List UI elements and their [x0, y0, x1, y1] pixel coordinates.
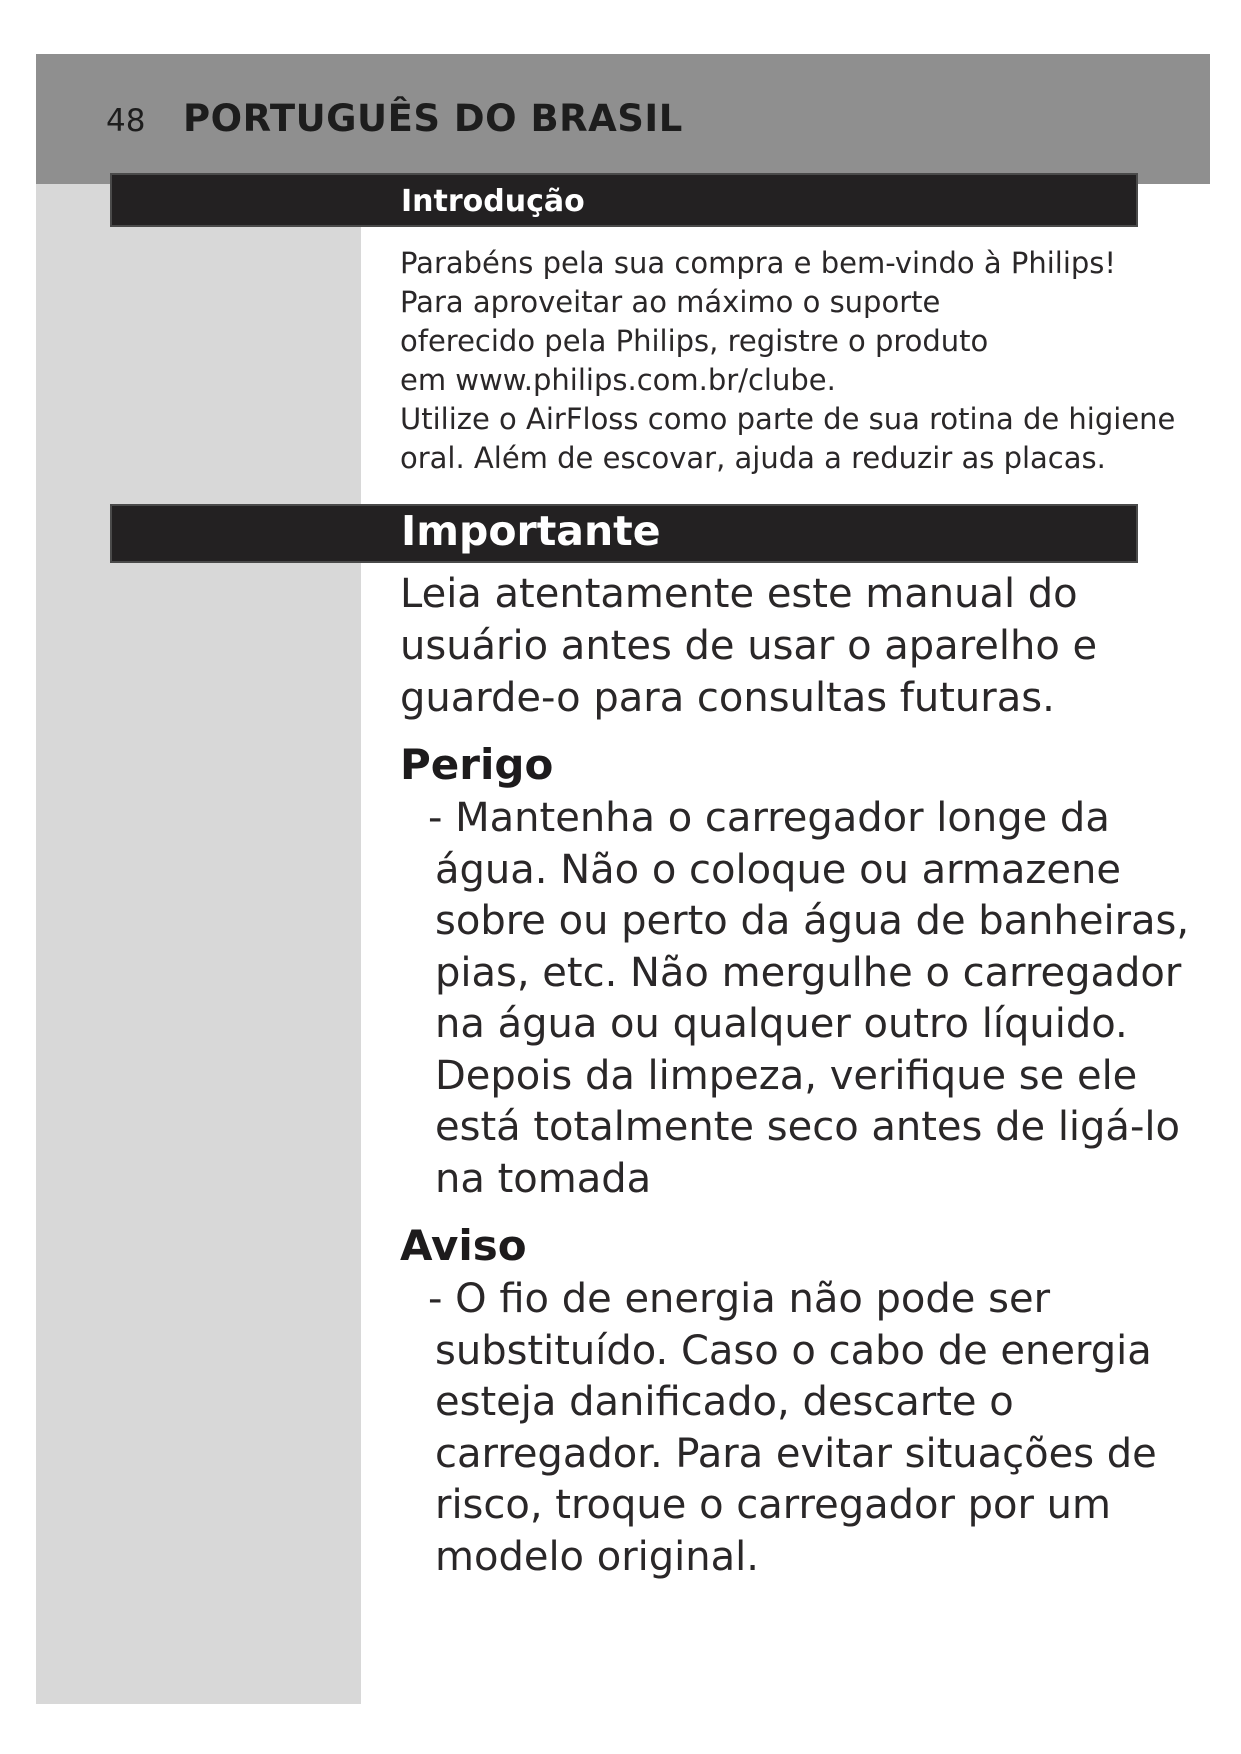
section-bar-importante — [110, 504, 1138, 563]
section-title-importante: Importante — [401, 507, 661, 555]
perigo-line: sobre ou perto da água de banheiras, — [435, 898, 1190, 944]
intro-line: em www.philips.com.br/clube. — [400, 363, 836, 397]
subheading-aviso: Aviso — [400, 1221, 527, 1270]
aviso-line: risco, troque o carregador por um — [435, 1482, 1111, 1528]
perigo-line: Depois da limpeza, verifique se ele — [435, 1052, 1138, 1099]
intro-line: Utilize o AirFloss como parte de sua rotina de higiene — [400, 402, 1176, 436]
page-number: 48 — [106, 103, 146, 139]
perigo-line: na água ou qualquer outro líquido. — [435, 1001, 1128, 1047]
lead-line: guarde-o para consultas futuras. — [400, 675, 1055, 721]
intro-line: oferecido pela Philips, registre o produto — [400, 324, 989, 358]
perigo-line: água. Não o coloque ou armazene — [435, 846, 1121, 893]
perigo-line: - Mantenha o carregador longe da — [428, 795, 1110, 841]
intro-line: oral. Além de escovar, ajuda a reduzir as placas. — [400, 441, 1106, 475]
perigo-line: na tomada — [435, 1155, 652, 1202]
subheading-perigo: Perigo — [400, 740, 554, 789]
intro-line: Para aproveitar ao máximo o suporte — [400, 285, 941, 319]
aviso-line: esteja danificado, descarte o — [435, 1379, 1014, 1425]
section-title-introducao: Introdução — [401, 184, 585, 219]
left-margin-column — [36, 54, 361, 1704]
aviso-line: carregador. Para evitar situações de — [435, 1430, 1157, 1477]
section-bar-introducao — [110, 173, 1138, 227]
aviso-line: substituído. Caso o cabo de energia — [435, 1327, 1152, 1374]
lead-line: usuário antes de usar o aparelho e — [400, 623, 1098, 669]
aviso-line: - O fio de energia não pode ser — [428, 1276, 1051, 1322]
lead-line: Leia atentamente este manual do — [400, 571, 1078, 617]
important-lead-paragraph — [400, 568, 1160, 724]
aviso-line: modelo original. — [435, 1533, 759, 1580]
perigo-line: está totalmente seco antes de ligá-lo — [435, 1104, 1180, 1150]
page-language-title: PORTUGUÊS DO BRASIL — [183, 97, 683, 140]
perigo-line: pias, etc. Não mergulhe o carregador — [435, 949, 1182, 996]
aviso-paragraph — [428, 1274, 1188, 1583]
perigo-paragraph — [428, 793, 1188, 1205]
intro-line: Parabéns pela sua compra e bem-vindo à Philips! — [400, 246, 1117, 280]
intro-paragraph — [400, 244, 1176, 478]
